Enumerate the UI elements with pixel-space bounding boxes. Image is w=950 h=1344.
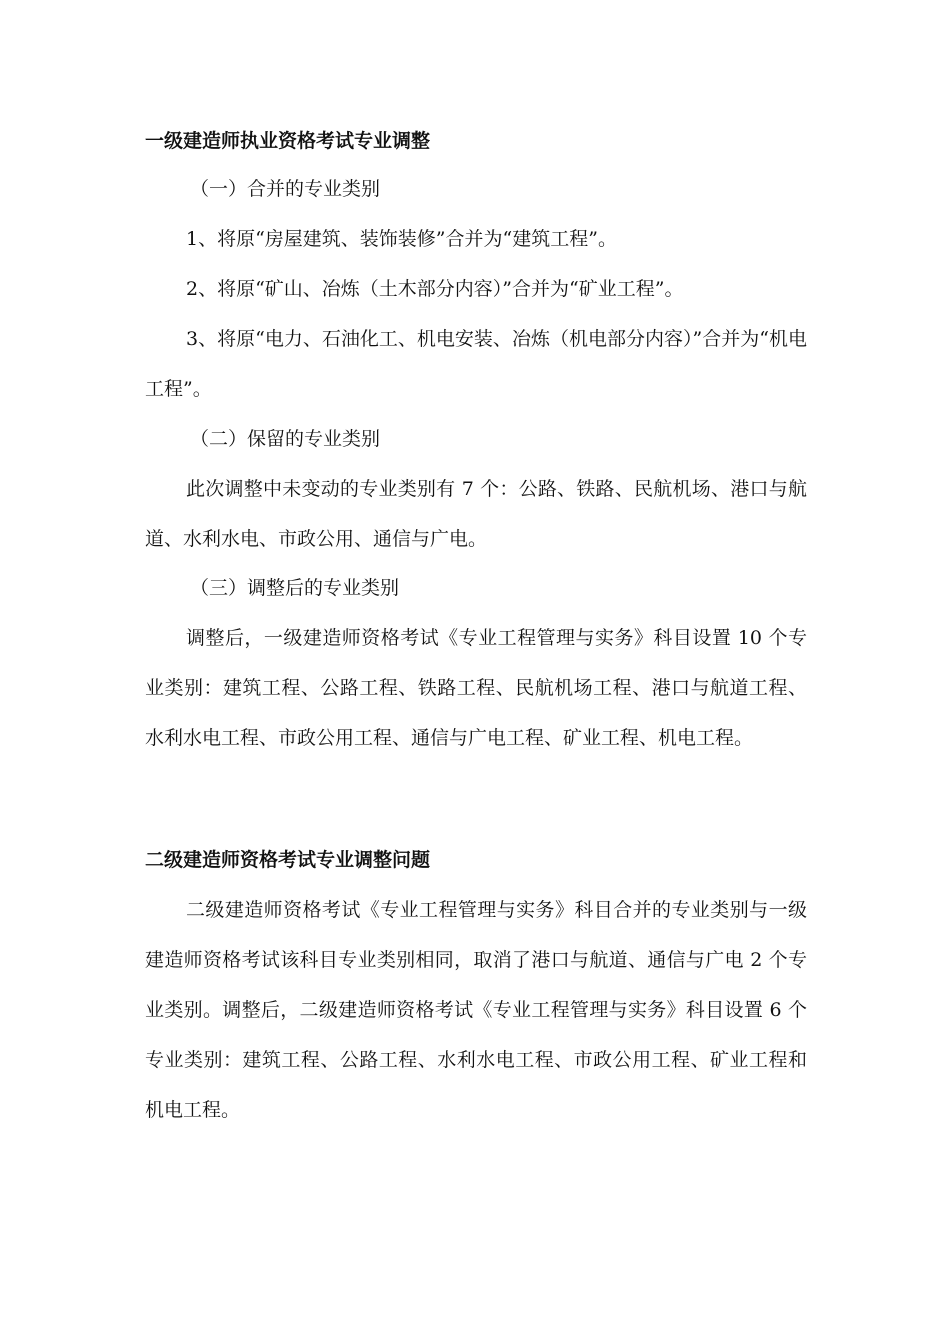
merged-item-1: 1、将原“房屋建筑、装饰装修”合并为“建筑工程”。: [186, 228, 617, 250]
section2-heading: 二级建造师资格考试专业调整问题: [145, 849, 431, 871]
document-page: [145, 0, 807, 1344]
adjusted-categories-heading: （三）调整后的专业类别: [190, 577, 400, 599]
section1-heading: 一级建造师执业资格考试专业调整: [145, 130, 431, 152]
retained-categories-text: 此次调整中未变动的专业类别有 7 个：公路、铁路、民航机场、港口与航道、水利水电、市政公用、通信与广电。: [145, 478, 807, 550]
merged-item-2: 2、将原“矿山、冶炼（土木部分内容）”合并为“矿业工程”。: [186, 278, 684, 300]
merged-item-3: 3、将原“电力、石油化工、机电安装、冶炼（机电部分内容）”合并为“机电工程”。: [145, 328, 807, 400]
adjusted-categories-text: 调整后，一级建造师资格考试《专业工程管理与实务》科目设置 10 个专业类别：建筑工程、公路工程、铁路工程、民航机场工程、港口与航道工程、水利水电工程、市政公用工程、通信与广电工程、矿业工程、机电工程。: [145, 627, 807, 749]
retained-categories-heading: （二）保留的专业类别: [190, 428, 381, 450]
merged-categories-heading: （一）合并的专业类别: [190, 178, 381, 200]
section2-text: 二级建造师资格考试《专业工程管理与实务》科目合并的专业类别与一级建造师资格考试该科目专业类别相同，取消了港口与航道、通信与广电 2 个专业类别。调整后，二级建造师资格考试《专业工程管理与实务》科目设置 6 个专业类别：建筑工程、公路工程、水利水电工程、市政公用工程、矿业工程和机电工程。: [145, 899, 807, 1121]
